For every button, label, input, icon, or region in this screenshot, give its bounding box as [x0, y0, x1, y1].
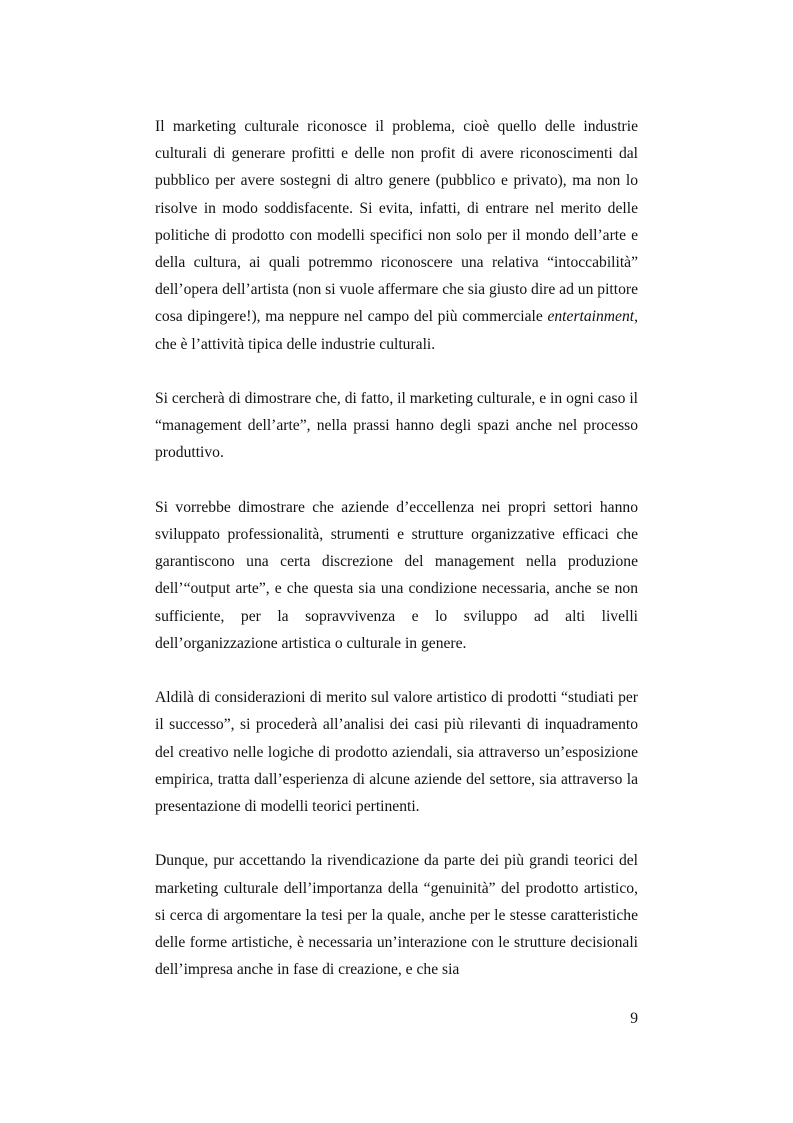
- paragraph-1-emphasis: entertainment: [547, 308, 635, 326]
- body-text: [155, 113, 638, 983]
- paragraph-3: Si vorrebbe dimostrare che aziende d’eccellenza nei propri settori hanno sviluppato professionalità, strumenti e strutture organizzative efficaci che garantiscono una certa discrezione del management nella produzione dell’“output arte”, e che questa sia una condizione necessaria, anche se non sufficiente, per la sopravvivenza e lo sviluppo ad alti livelli dell’organizzazione artistica o culturale in genere.: [155, 498, 638, 652]
- paragraph-1: [155, 113, 638, 358]
- paragraph-4: Aldilà di considerazioni di merito sul valore artistico di prodotti “studiati per il successo”, si procederà all’analisi dei casi più rilevanti di inquadramento del creativo nelle logiche di prodotto aziendali, sia attraverso un’esposizione empirica, tratta dall’esperienza di alcune aziende del settore, sia attraverso la presentazione di modelli teorici pertinenti.: [155, 689, 638, 816]
- paragraph-1-text-end: , che è l’attività tipica delle industrie culturali.: [155, 308, 638, 353]
- page-number: 9: [630, 1010, 638, 1027]
- paragraph-1-text: Il marketing culturale riconosce il problema, cioè quello delle industrie culturali di generare profitti e delle non profit di avere riconoscimenti dal pubblico per avere sostegni di altro genere (pubblico e privato), ma non lo risolve in modo soddisfacente. Si evita, infatti, di entrare nel merito delle politiche di prodotto con modelli specifici non solo per il mondo dell’arte e della cultura, ai quali potremmo riconoscere una relativa “intoccabilità” dell’opera dell’artista (non si vuole affermare che sia giusto dire ad un pittore cosa dipingere!), ma neppure nel campo del più commerciale: [155, 118, 638, 326]
- paragraph-2: Si cercherà di dimostrare che, di fatto, il marketing culturale, e in ogni caso il “management dell’arte”, nella prassi hanno degli spazi anche nel processo produttivo.: [155, 390, 638, 462]
- paragraph-5: Dunque, pur accettando la rivendicazione da parte dei più grandi teorici del marketing culturale dell’importanza della “genuinità” del prodotto artistico, si cerca di argomentare la tesi per la quale, anche per le stesse caratteristiche delle forme artistiche, è necessaria un’interazione con le strutture decisionali dell’impresa anche in fase di creazione, e che sia: [155, 852, 638, 979]
